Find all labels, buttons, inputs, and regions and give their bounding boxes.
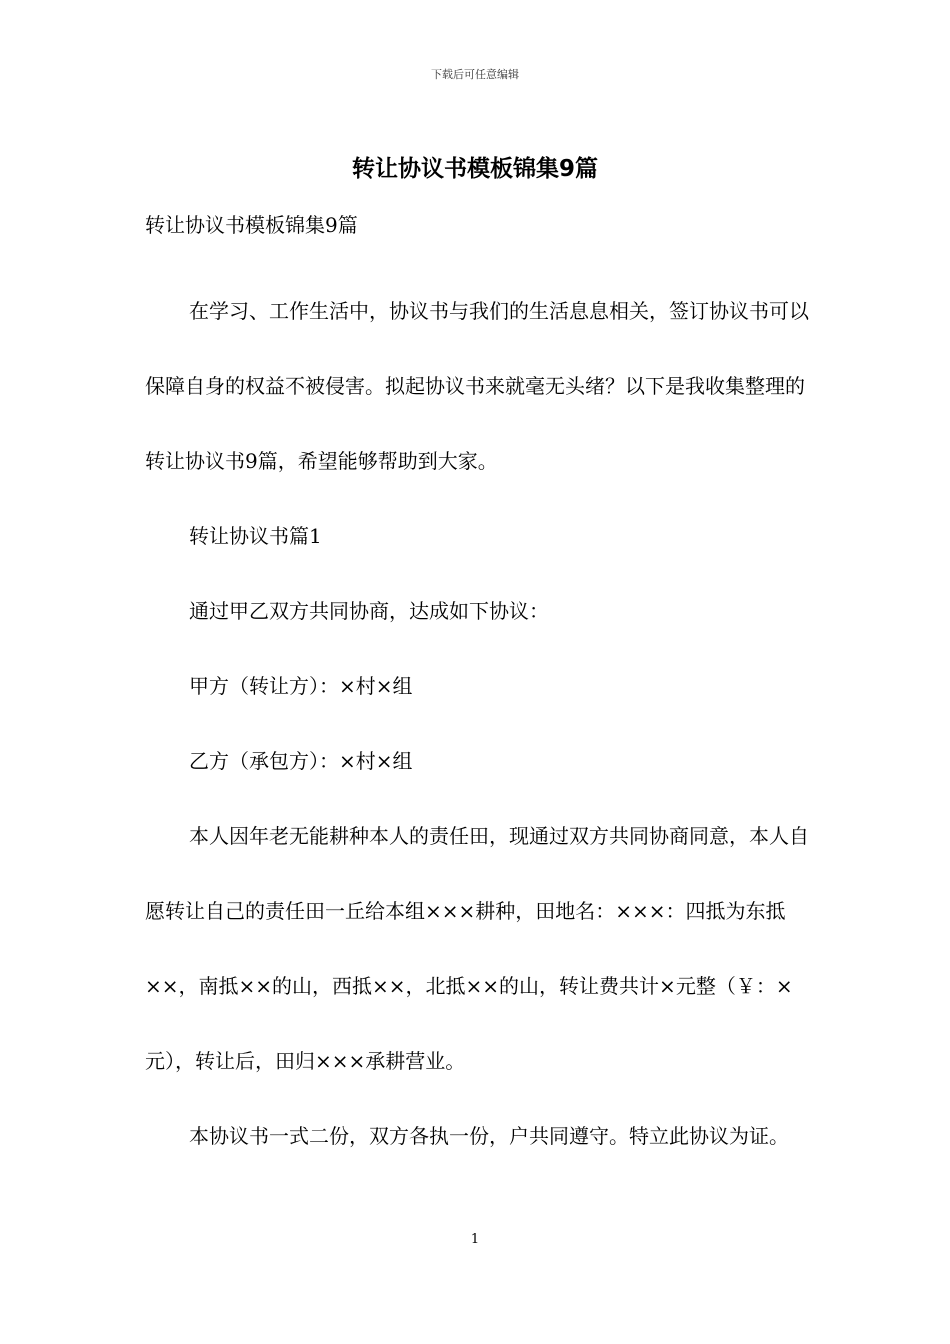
- body-paragraph: 本人因年老无能耕种本人的责任田，现通过双方共同协商同意，本人自愿转让自己的责任田一丘给本组×××耕种，田地名：×××：四抵为东抵××，南抵××的山，西抵××，北抵××的山，转让费共计×元整（￥：×元），转让后，田归×××承耕营业。: [145, 824, 809, 1073]
- header-note: 下载后可任意编辑: [431, 68, 519, 81]
- closing-paragraph: 本协议书一式二份，双方各执一份，户共同遵守。特立此协议为证。: [189, 1124, 789, 1148]
- party-a: 甲方（转让方）：×村×组: [189, 674, 413, 698]
- subtitle: 转让协议书模板锦集9篇: [145, 213, 358, 237]
- document-title: 转让协议书模板锦集9篇: [351, 156, 598, 182]
- party-b: 乙方（承包方）：×村×组: [189, 749, 413, 773]
- page-number: 1: [470, 1232, 480, 1247]
- intro-paragraph: 在学习、工作生活中，协议书与我们的生活息息相关，签订协议书可以保障自身的权益不被侵害。拟起协议书来就毫无头绪？以下是我收集整理的转让协议书9篇，希望能够帮助到大家。: [145, 299, 809, 473]
- document-body: [145, 207, 821, 1174]
- agreement-line: 通过甲乙双方共同协商，达成如下协议：: [189, 599, 549, 623]
- section-heading: 转让协议书篇1: [189, 524, 322, 548]
